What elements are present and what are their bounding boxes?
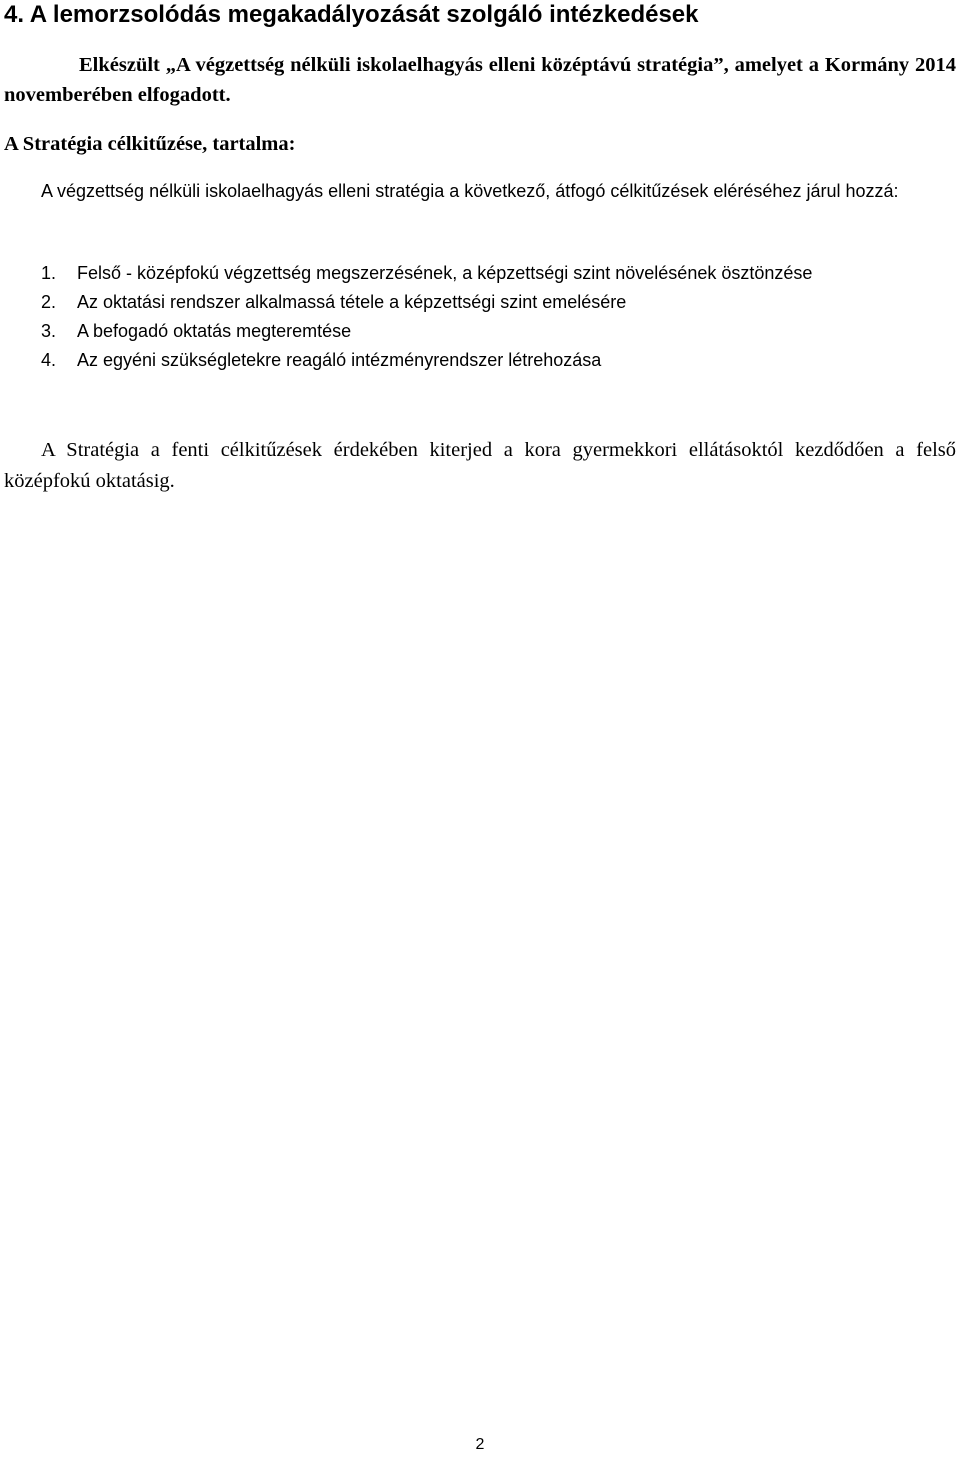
strategy-subheading: A Stratégia célkitűzése, tartalma: — [4, 133, 296, 155]
goal-item-3 — [41, 317, 956, 346]
intro-paragraph: Elkészült „A végzettség nélküli iskolaelhagyás elleni középtávú stratégia”, amelyet a Kormány 2014 novemberében elfogadott. — [4, 54, 956, 106]
goal-item-4 — [41, 346, 956, 375]
goal-item-2 — [41, 288, 956, 317]
goal-text: Az oktatási rendszer alkalmassá tétele a képzettségi szint emelésére — [77, 292, 627, 312]
goal-text: Az egyéni szükségletekre reagáló intézményrendszer létrehozása — [77, 350, 602, 370]
goal-number: 4. — [41, 350, 57, 370]
goal-number: 1. — [41, 263, 57, 283]
goal-paragraph: A végzettség nélküli iskolaelhagyás elleni stratégia a következő, átfogó célkitűzések eléréséhez járul hozzá: — [41, 181, 899, 201]
goal-list — [41, 259, 956, 375]
page-number: 2 — [475, 1436, 485, 1453]
goal-text: Felső - középfokú végzettség megszerzésének, a képzettségi szint növelésének ösztönzése — [77, 263, 813, 283]
goal-number: 2. — [41, 292, 57, 312]
goal-number: 3. — [41, 321, 57, 341]
goal-item-1 — [41, 259, 956, 288]
goal-text: A befogadó oktatás megteremtése — [77, 321, 352, 341]
section-heading: 4. A lemorzsolódás megakadályozását szolgáló intézkedések — [4, 1, 699, 28]
scope-paragraph: A Stratégia a fenti célkitűzések érdekében kiterjed a kora gyermekkori ellátásoktól kezdődően a felső középfokú oktatásig. — [4, 439, 956, 492]
